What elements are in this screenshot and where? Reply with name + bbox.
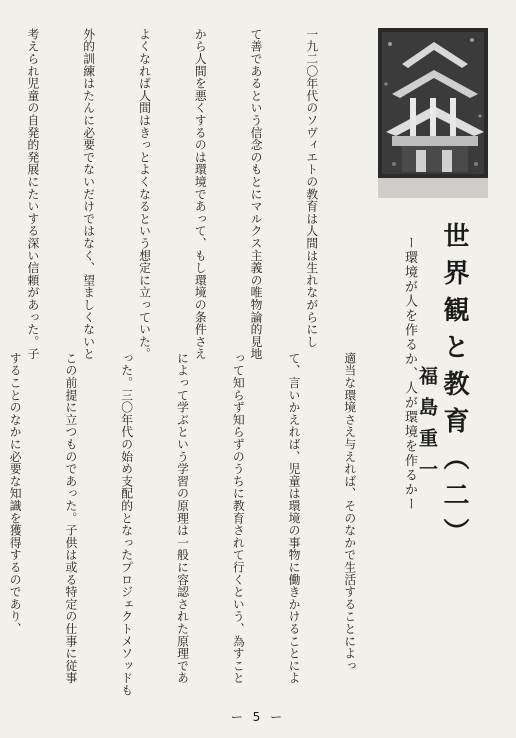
text-line: 考えられ児童の自発的発展にたいする深い信頼があった。子 bbox=[25, 28, 40, 361]
article-subtitle: ー環境が人を作るか、人が環境を作るかー bbox=[402, 236, 417, 512]
text-line: て善であるという信念のもとにマルクス主義の唯物論的見地 bbox=[249, 28, 264, 361]
text-line: 外的訓練はたんに必要でないだけではなく、望ましくないと bbox=[81, 28, 96, 361]
text-line: よくなれば人間はきっとよくなるという想定に立っていた。 bbox=[137, 28, 152, 361]
text-line: によって学ぶという学習の原理は一般に容認された原理であ bbox=[175, 352, 190, 685]
text-line: することのなかに必要な知識を獲得するのであり、 bbox=[8, 352, 23, 635]
page-number: ー 5 ー bbox=[230, 710, 286, 724]
text-line: この前提に立つものであった。子供は或る特定の仕事に従事 bbox=[63, 352, 78, 685]
article-title: 世界観と教育（二） bbox=[439, 222, 469, 555]
architecture-illustration bbox=[372, 24, 492, 214]
text-line: って知らず知らずのうちに教育されて行くという、為すこと bbox=[231, 352, 246, 685]
text-line: 適当な環境さえ与えれば、そのなかで生活することによっ bbox=[342, 352, 357, 672]
text-line: て、言いかえれば、児童は環境の事物に働きかけることによ bbox=[287, 352, 302, 685]
bottom-text-block bbox=[8, 352, 396, 704]
text-line: 一九二〇年代のソヴィエトの教育は人間は生れながらにし bbox=[304, 28, 319, 348]
text-line: った。三〇年代の始め支配的となったプロジェクトメソッドも bbox=[119, 352, 134, 697]
author-name: 福島重一 bbox=[416, 366, 438, 490]
text-line: から人間を悪くするのは環境であって、もし環境の条件さえ bbox=[193, 28, 208, 361]
top-text-block bbox=[18, 28, 358, 361]
